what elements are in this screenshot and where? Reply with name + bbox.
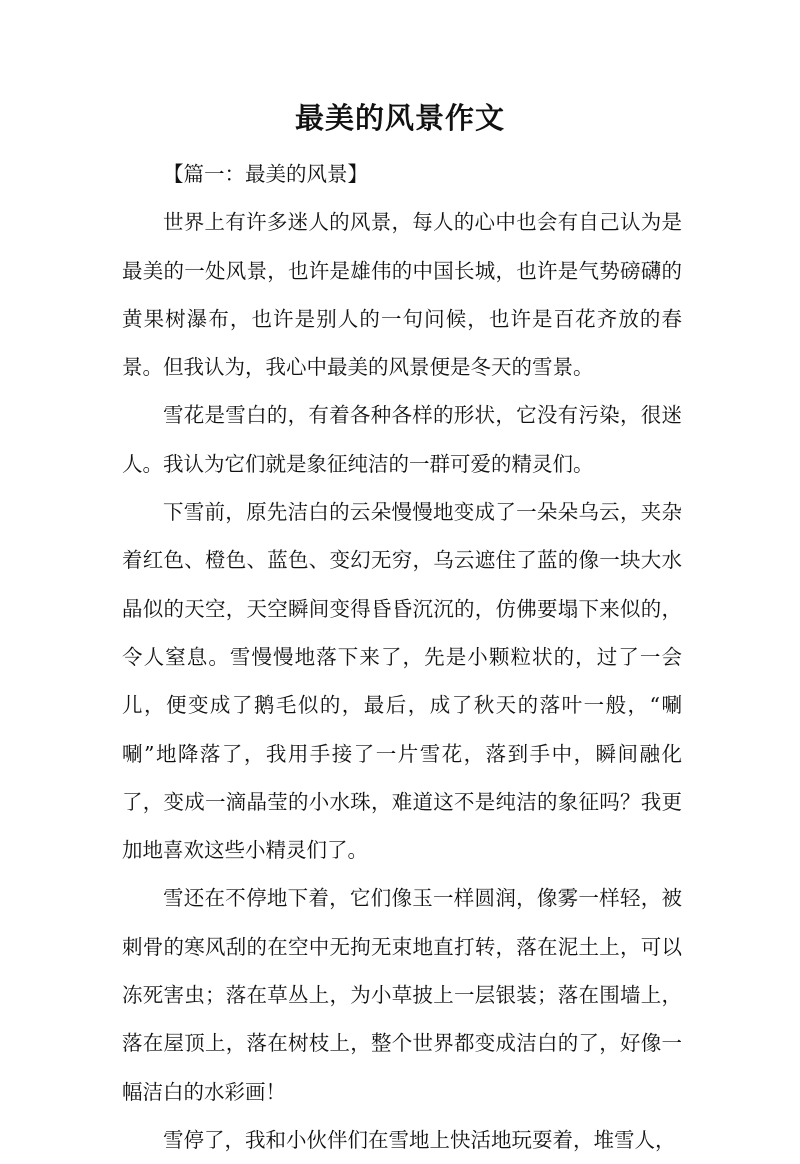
paragraph: 世界上有许多迷人的风景，每人的心中也会有自己认为是最美的一处风景，也许是雄伟的中国长城，也许是气势磅礴的黄果树瀑布，也许是别人的一句问候，也许是百花齐放的春景。但我认为，我心中最美的风景便是冬天的雪景。 [122, 210, 682, 380]
paragraph: 雪花是雪白的，有着各种各样的形状，它没有污染，很迷人。我认为它们就是象征纯洁的一群可爱的精灵们。 [122, 403, 682, 476]
document-title: 最美的风景作文 [294, 101, 505, 135]
article-body [122, 150, 682, 1164]
section-heading: 【篇一：最美的风景】 [163, 162, 368, 186]
paragraph: 雪还在不停地下着，它们像玉一样圆润，像雾一样轻，被刺骨的寒风刮的在空中无拘无束地直打转，落在泥土上，可以冻死害虫；落在草丛上，为小草披上一层银装；落在围墙上，落在屋顶上，落在树枝上，整个世界都变成洁白的了，好像一幅洁白的水彩画！ [122, 886, 682, 1104]
paragraph: 下雪前，原先洁白的云朵慢慢地变成了一朵朵乌云，夹杂着红色、橙色、蓝色、变幻无穷，乌云遮住了蓝的像一块大水晶似的天空，天空瞬间变得昏昏沉沉的，仿佛要塌下来似的，令人窒息。雪慢慢地落下来了，先是小颗粒状的，过了一会儿，便变成了鹅毛似的，最后，成了秋天的落叶一般，“唰唰”地降落了，我用手接了一片雪花，落到手中，瞬间融化了，变成一滴晶莹的小水珠，难道这不是纯洁的象征吗？我更加地喜欢这些小精灵们了。 [122, 500, 682, 863]
paragraph: 雪停了，我和小伙伴们在雪地上快活地玩耍着，堆雪人， [163, 1127, 676, 1152]
